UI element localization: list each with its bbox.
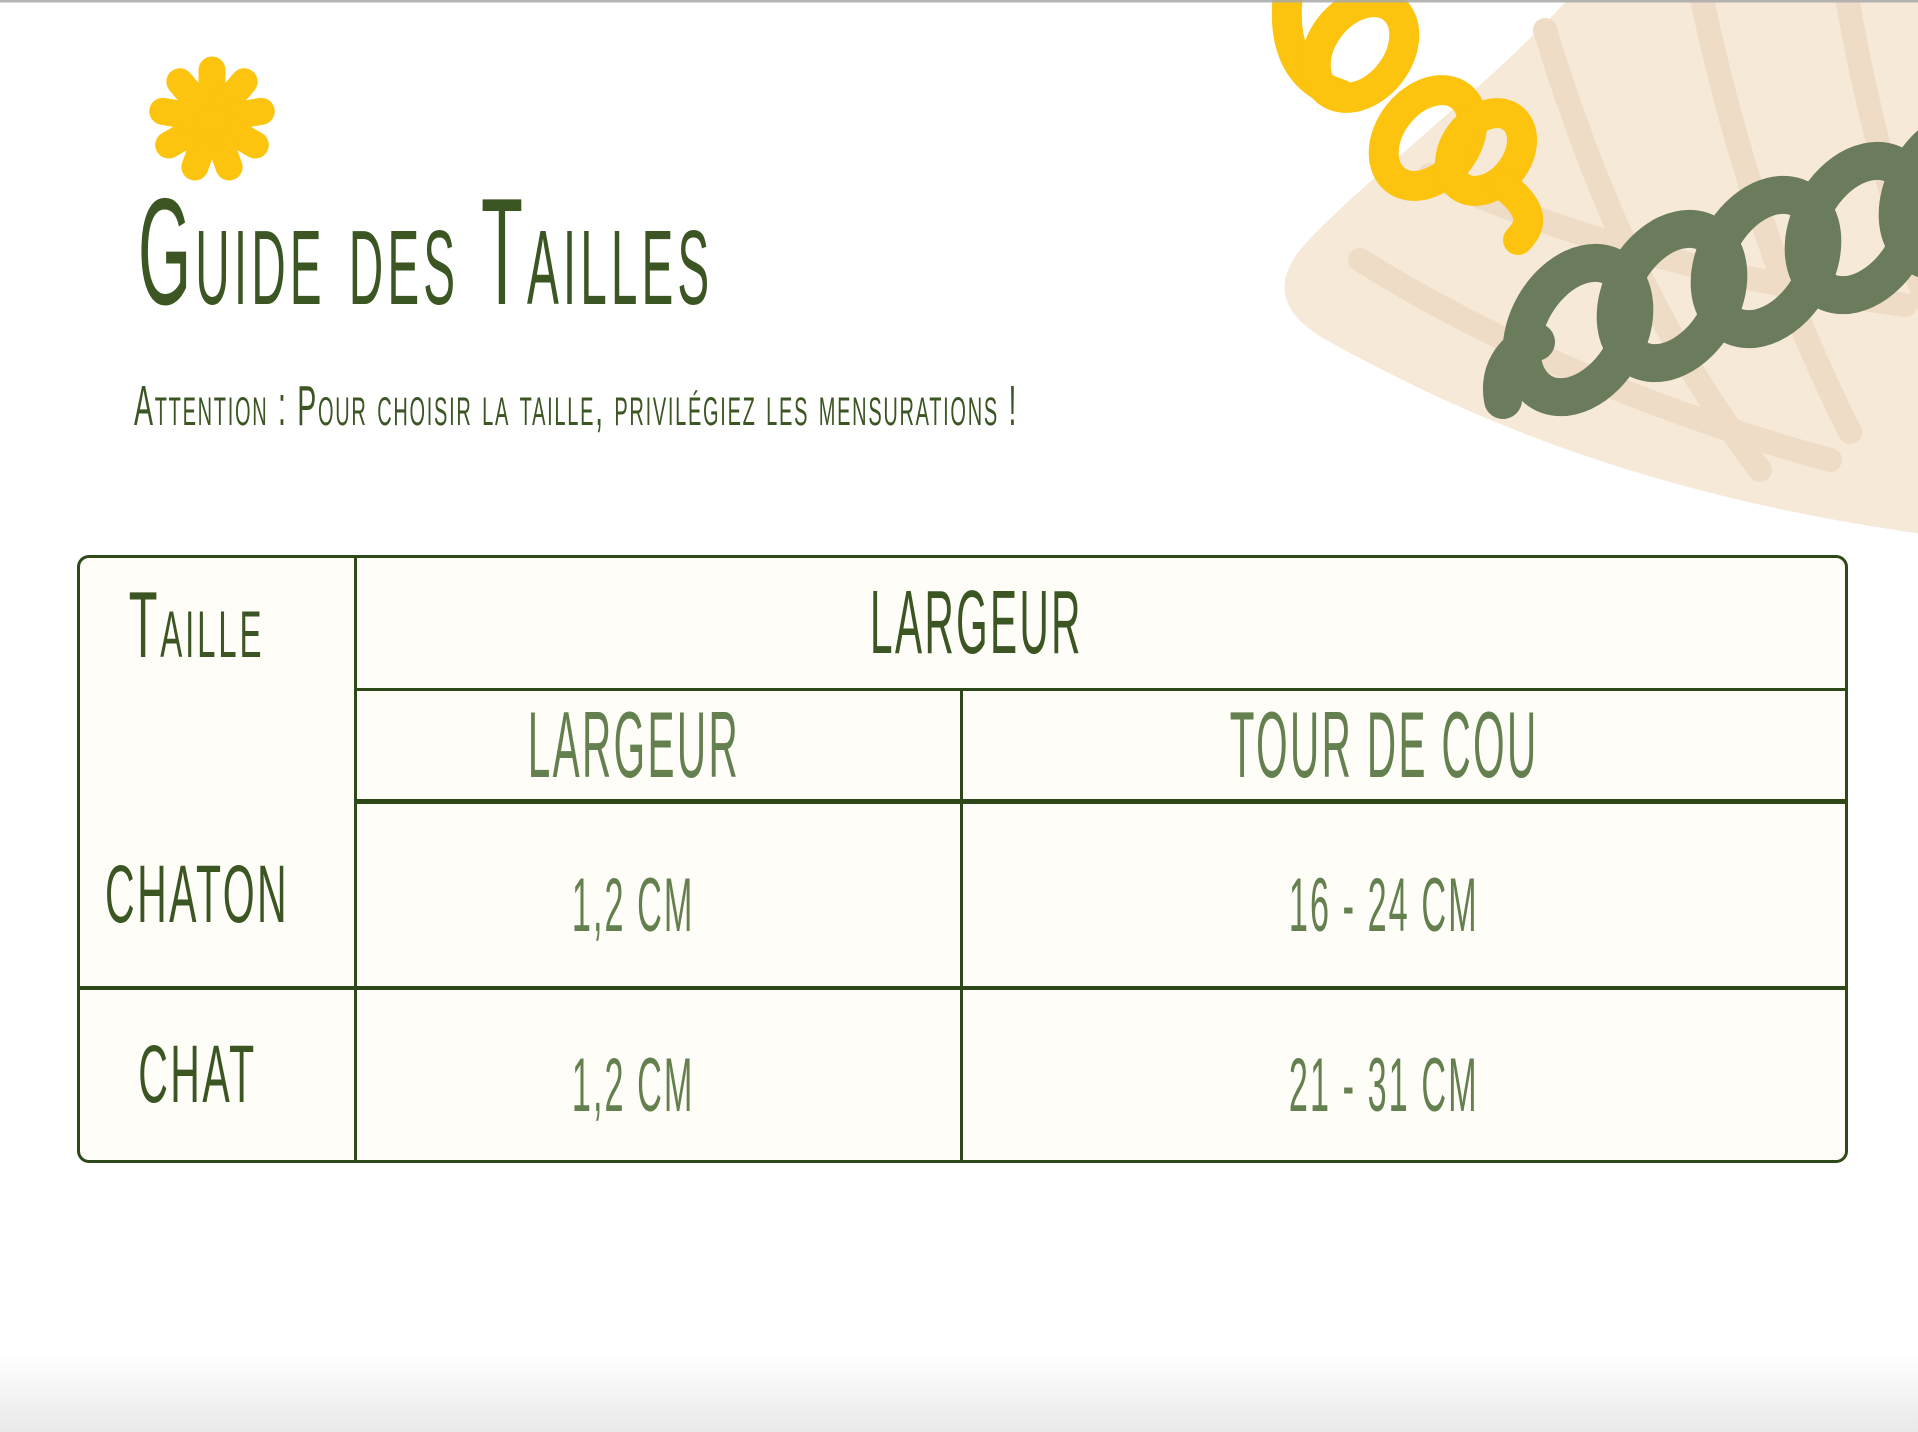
- page-title: Guide des Tailles: [138, 167, 714, 337]
- green-spiral-icon: [1499, 107, 1918, 418]
- top-edge-line: [0, 0, 1918, 3]
- header-taille-label: Taille: [129, 571, 265, 677]
- page-subtitle: Attention : Pour choisir la taille, privilégiez les mensurations !: [134, 374, 1019, 438]
- asterisk-icon: [163, 70, 261, 167]
- header-tour-de-cou: [963, 691, 1845, 804]
- row-chaton-largeur: 1,2 CM: [357, 804, 963, 990]
- header-largeur-group-label: LARGEUR: [869, 573, 1083, 673]
- header-largeur: [357, 691, 963, 804]
- row-chat-tour-de-cou: 21 - 31 CM: [1289, 1043, 1479, 1128]
- header-taille: [80, 558, 357, 804]
- size-table: [77, 555, 1848, 1163]
- header-largeur-label: LARGEUR: [527, 692, 740, 797]
- header-tour-de-cou-label: TOUR DE COU: [1229, 692, 1539, 797]
- row-chaton-label: CHATON: [80, 804, 357, 990]
- row-chat-label: CHAT: [80, 990, 357, 1160]
- row-chat-largeur: 1,2 CM: [357, 990, 963, 1160]
- header-largeur-group: [357, 558, 1845, 691]
- row-chaton-tour-de-cou: 16 - 24 CM: [963, 804, 1845, 990]
